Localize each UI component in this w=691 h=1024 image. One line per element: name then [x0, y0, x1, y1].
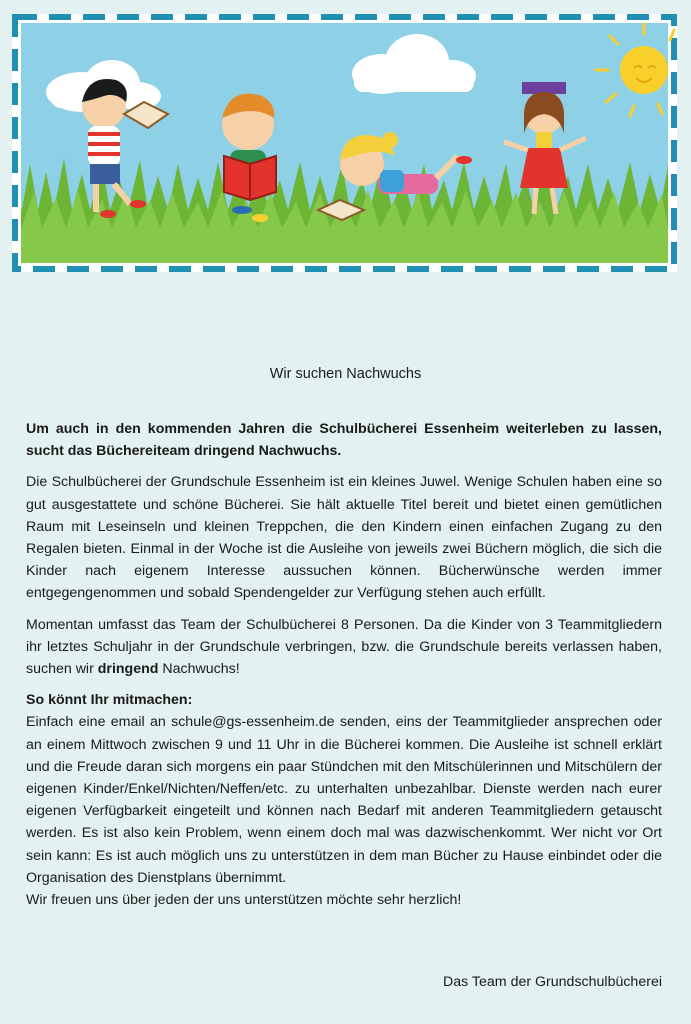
closing-sentence: Wir freuen uns über jeden der uns unterstützen möchte sehr herzlich! — [26, 892, 462, 909]
emphasis-dringend: dringend — [97, 661, 159, 678]
signature: Das Team der Grundschulbücherei — [443, 974, 662, 990]
join-heading: So könnt Ihr mitmachen: — [26, 692, 193, 709]
letter-body — [26, 418, 662, 917]
team-status-text-end: Nachwuchs! — [158, 661, 240, 678]
team-status-text: Momentan umfasst das Team der Schulbücherei 8 Personen. Da die Kinder von 3 Teammitgliedern ihr letztes Schuljahr in der Grundschule verbringen, bzw. die Grundschule bereits verlassen haben, suchen wir — [26, 616, 662, 678]
join-section — [26, 689, 662, 911]
paragraph-team-status — [26, 614, 662, 681]
paragraph-library-description: Die Schulbücherei der Grundschule Essenheim ist ein kleines Juwel. Wenige Schulen haben eine so gut ausgestattete und schöne Bücherei. Sie hält aktuelle Titel bereit und bietet einen gemütlichen Raum mit Leseinseln und kleinen Treppchen, die den Kindern einen einfachen Zugang zu den Regalen bieten. Einmal in der Woche ist die Ausleihe von jeweils zwei Büchern möglich, die sich die Kinder nach eigenem Interesse aussuchen können. Bücherwünsche werden immer entgegengenommen und sobald Spendengelder zur Verfügung stehen auch erfüllt. — [26, 474, 662, 602]
join-instructions: Einfach eine email an schule@gs-essenheim.de senden, eins der Teammitglieder ansprechen oder an einem Mittwoch zwischen 9 und 11 Uhr in die Bücherei kommen. Die Ausleihe ist schnell erklärt und die Freude daran sich morgens ein paar Stündchen mit den Mitschülerinnen und Mitschülern der eigenen Kinder/Enkel/Nichten/Neffen/etc. zu unterhalten unbezahlbar. Dienste werden nach eurer eigenen Verfügbarkeit eingeteilt und können nach Bedarf mit anderen Teammitgliedern getauscht werden. Es ist also kein Problem, wenn einem doch mal was dazwischenkommt. Wer nicht vor Ort sein kann: Es ist auch möglich uns zu unterstützen in dem man Bücher zu Hause einbindet oder die Organisation des Dienstplans übernimmt. — [26, 714, 662, 886]
page-title: Wir suchen Nachwuchs — [269, 366, 422, 382]
lead-paragraph: Um auch in den kommenden Jahren die Schulbücherei Essenheim weiterleben zu lassen, sucht das Büchereiteam dringend Nachwuchs. — [26, 421, 662, 460]
header-illustration — [12, 14, 677, 272]
